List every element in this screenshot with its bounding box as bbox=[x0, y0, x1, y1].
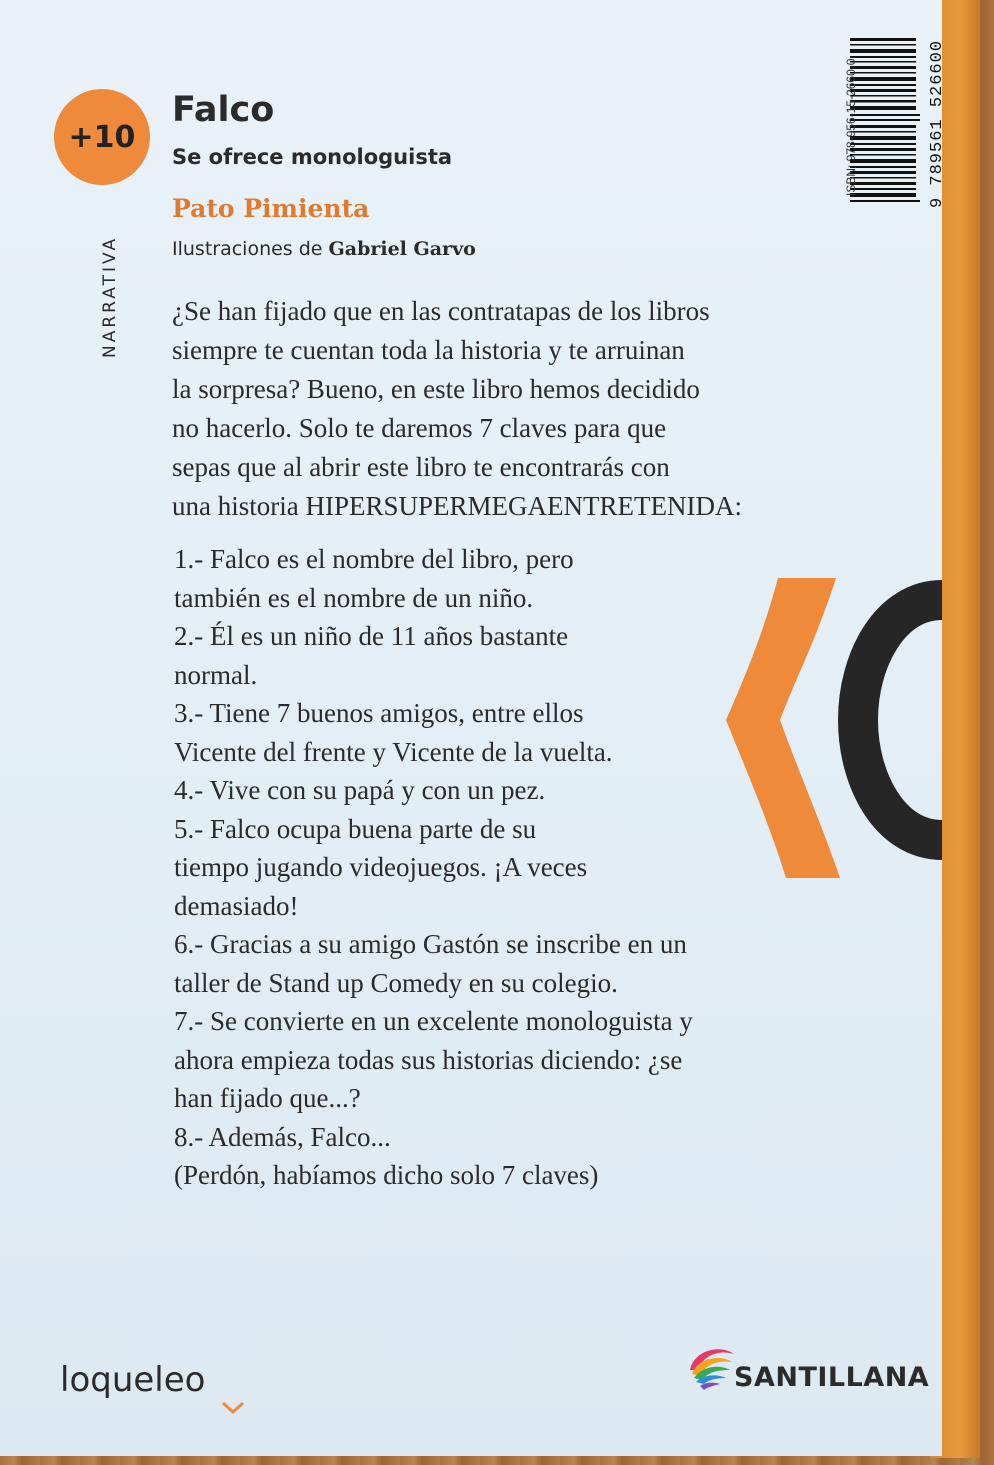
clue-line: 5.- Falco ocupa buena parte de su bbox=[174, 813, 537, 844]
illustrator-prefix: Ilustraciones de bbox=[172, 238, 329, 260]
barcode-icon bbox=[826, 30, 938, 210]
clue-line: tiempo jugando videojuegos. ¡A veces bbox=[174, 852, 588, 882]
intro-line: siempre te cuentan toda la historia y te arruinan bbox=[172, 335, 685, 365]
clue-line: 7.- Se convierte en un excelente monologuista y bbox=[174, 1006, 693, 1036]
loqueleo-chevron-icon bbox=[222, 1402, 244, 1414]
santillana-logo: SANTILLANA bbox=[734, 1362, 930, 1393]
intro-line: la sorpresa? Bueno, en este libro hemos decidido bbox=[172, 374, 700, 404]
intro-line: sepas que al abrir este libro te encontrarás con bbox=[172, 452, 670, 482]
age-badge: +10 bbox=[54, 89, 150, 185]
barcode-number: 9 789561 526600 bbox=[928, 39, 947, 208]
isbn-text: ISBN: 978-956-15-2660-0 bbox=[844, 58, 858, 196]
author-name: Pato Pimienta bbox=[172, 194, 370, 223]
orange-chevron-shape bbox=[726, 578, 840, 878]
clue-line: también es el nombre de un niño. bbox=[174, 582, 534, 613]
clue-line: demasiado! bbox=[174, 890, 299, 921]
illustrator-name: Gabriel Garvo bbox=[328, 238, 476, 260]
genre-label: NARRATIVA bbox=[100, 235, 120, 358]
book-title: Falco bbox=[172, 90, 275, 130]
clue-line: 8.- Además, Falco... bbox=[174, 1121, 391, 1152]
santillana-logo-mark-icon bbox=[684, 1340, 740, 1396]
clue-line: han fijado que...? bbox=[174, 1083, 361, 1113]
intro-line: ¿Se han fijado que en las contratapas de los libros bbox=[172, 296, 710, 326]
clue-line: normal. bbox=[174, 659, 258, 690]
clues-list bbox=[174, 540, 814, 1195]
intro-line: no hacerlo. Solo te daremos 7 claves para que bbox=[172, 413, 667, 443]
intro-line: una historia HIPERSUPERMEGAENTRETENIDA: bbox=[172, 491, 742, 521]
decorative-shapes bbox=[720, 570, 942, 890]
illustrator-credit bbox=[172, 238, 476, 260]
loqueleo-logo: loqueleo bbox=[60, 1360, 206, 1400]
clue-line: (Perdón, habíamos dicho solo 7 claves) bbox=[174, 1160, 599, 1190]
clue-line: 3.- Tiene 7 buenos amigos, entre ellos bbox=[174, 698, 584, 728]
clue-line: 6.- Gracias a su amigo Gastón se inscribe en un bbox=[174, 929, 687, 959]
clue-line: 1.- Falco es el nombre del libro, pero bbox=[174, 544, 574, 574]
clue-line: ahora empieza todas sus historias diciendo: ¿se bbox=[174, 1044, 683, 1075]
clue-line: Vicente del frente y Vicente de la vuelta. bbox=[174, 736, 613, 767]
intro-paragraph bbox=[172, 292, 832, 526]
book-subtitle: Se ofrece monologuista bbox=[172, 145, 453, 169]
dark-arc-shape bbox=[858, 600, 942, 840]
clue-line: 2.- Él es un niño de 11 años bastante bbox=[174, 621, 569, 651]
clue-line: taller de Stand up Comedy en su colegio. bbox=[174, 967, 618, 998]
clue-line: 4.- Vive con su papá y con un pez. bbox=[174, 775, 546, 805]
